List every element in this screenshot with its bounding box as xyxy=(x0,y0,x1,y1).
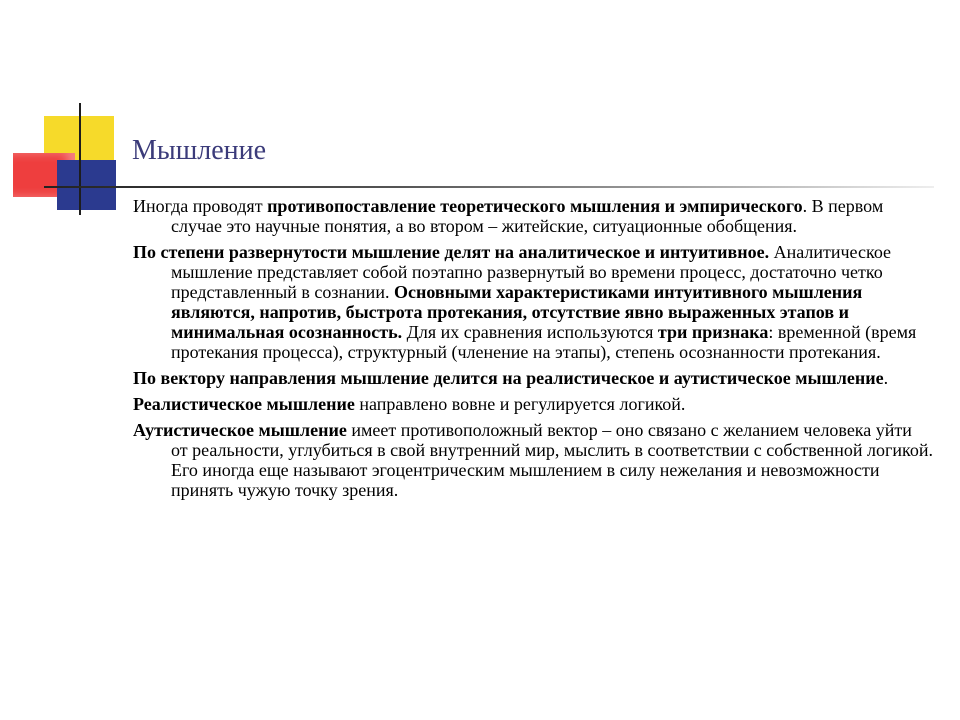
paragraph-text-bold: Реалистическое мышление xyxy=(133,394,355,414)
decor-blue-square xyxy=(57,160,116,210)
decor-vertical-line xyxy=(79,103,81,215)
paragraph xyxy=(133,242,933,362)
paragraph-text-bold: три признака xyxy=(657,322,769,342)
slide-body xyxy=(133,196,933,506)
paragraph xyxy=(133,394,933,414)
paragraph xyxy=(133,368,933,388)
paragraph xyxy=(133,420,933,500)
paragraph-text-bold: По степени развернутости мышление делят на аналитическое и интуитивное. xyxy=(133,242,770,262)
title-underline xyxy=(44,186,934,188)
paragraph-text: имеет противоположный вектор – оно связано с желанием человека уйти от реальности, углубиться в свой внутренний мир, мыслить в соответствии с собственной логикой. Его иногда еще называют эгоцентрическим мышлением в силу нежелания и невозможности принять чужую точку зрения. xyxy=(171,420,933,500)
paragraph xyxy=(133,196,933,236)
paragraph-text: направлено вовне и регулируется логикой. xyxy=(354,394,686,414)
paragraph-text: . xyxy=(883,368,889,388)
paragraph-text: Для их сравнения используются xyxy=(402,322,658,342)
paragraph-text: Аналитическое мышление представляет собой поэтапно развернутый во времени процесс, достаточно четко представленный в сознании. xyxy=(171,242,892,302)
paragraph-text-bold: По вектору направления мышление делится на реалистическое и аутистическое мышление xyxy=(133,368,884,388)
paragraph-text: : временной (время протекания процесса), структурный (членение на этапы), степень осознанности протекания. xyxy=(171,322,917,362)
paragraph-text-bold: Аутистическое мышление xyxy=(133,420,347,440)
paragraph-text: . В первом случае это научные понятия, а во втором – житейские, ситуационные обобщения. xyxy=(171,196,884,236)
slide-title: Мышление xyxy=(132,135,267,166)
paragraph-text: Иногда проводят xyxy=(133,196,268,216)
paragraph-text-bold: противопоставление теоретического мышления и эмпирического xyxy=(267,196,803,216)
paragraph-text-bold: Основными характеристиками интуитивного мышления являются, напротив, быстрота протекания, отсутствие явно выраженных этапов и минимальная осознанность. xyxy=(171,282,863,342)
